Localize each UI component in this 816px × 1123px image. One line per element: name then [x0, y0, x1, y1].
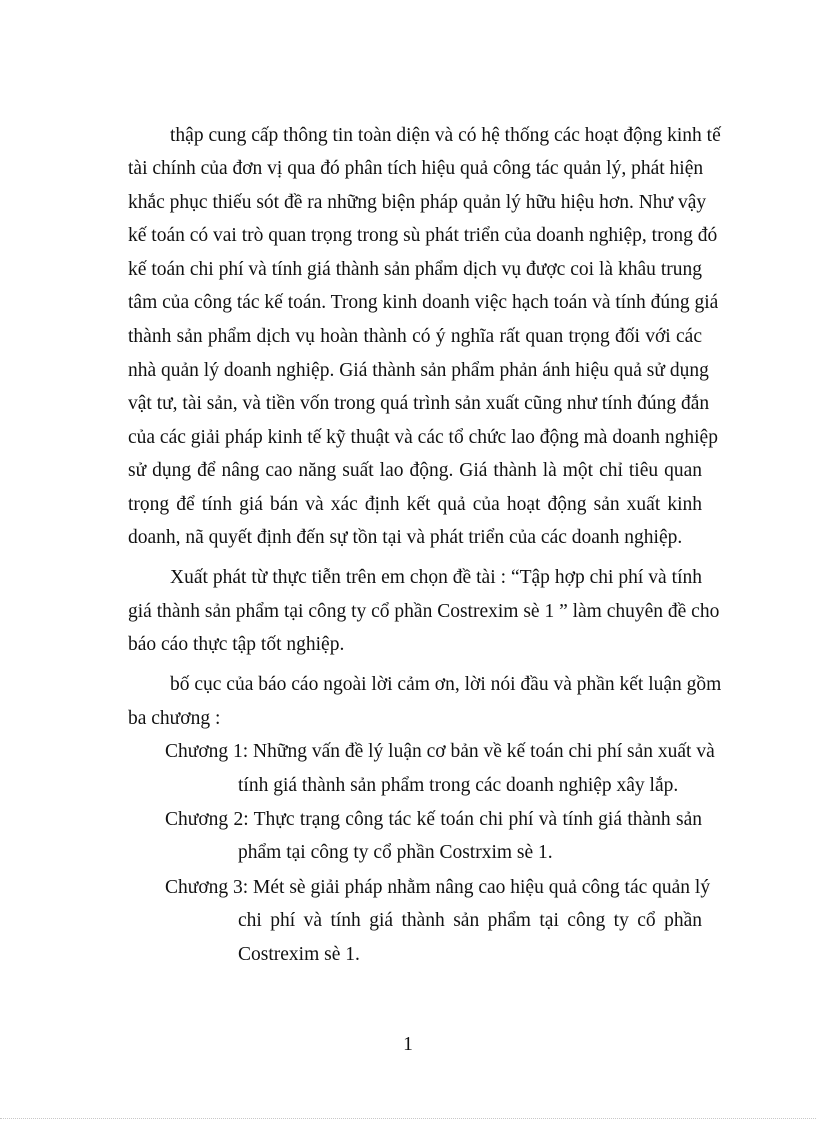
paragraph-2-line-3: báo cáo thực tập tốt nghiệp.: [128, 634, 345, 655]
chapter-3-line-2: chi phí và tính giá thành sản phẩm tại công ty cổ phần: [238, 910, 702, 931]
paragraph-1-line-3: khắc phục thiếu sót đề ra những biện pháp quản lý hữu hiệu hơn. Như vậy: [128, 192, 707, 213]
paragraph-1-line-2: tài chính của đơn vị qua đó phân tích hiệu quả công tác quản lý, phát hiện: [128, 158, 704, 179]
paragraph-1-line-13: doanh, nã quyết định đến sự tồn tại và phát triển của các doanh nghiệp.: [128, 527, 683, 548]
paragraph-2-line-2: giá thành sản phẩm tại công ty cổ phần Costrexim sè 1 ” làm chuyên đề cho: [128, 601, 720, 622]
paragraph-1-line-1: thập cung cấp thông tin toàn diện và có hệ thống các hoạt động kinh tế: [170, 125, 721, 146]
paragraph-1-line-4: kế toán có vai trò quan trọng trong sù phát triển của doanh nghiệp, trong đó: [128, 225, 718, 246]
paragraph-1-line-10: của các giải pháp kinh tế kỹ thuật và các tổ chức lao động mà doanh nghiệp: [128, 427, 718, 448]
chapter-3-line-3: Costrexim sè 1.: [238, 944, 360, 965]
paragraph-1-line-12: trọng để tính giá bán và xác định kết quả của hoạt động sản xuất kinh: [128, 494, 702, 515]
paragraph-3-line-2: ba chương :: [128, 708, 221, 729]
page-bottom-divider: [0, 1118, 816, 1119]
paragraph-1-line-5: kế toán chi phí và tính giá thành sản phẩm dịch vụ được coi là khâu trung: [128, 259, 702, 280]
chapter-2-line-2: phẩm tại công ty cổ phần Costrxim sè 1.: [238, 842, 553, 863]
chapter-3-line-1: Chương 3: Mét sè giải pháp nhằm nâng cao hiệu quả công tác quản lý: [165, 877, 711, 898]
paragraph-2-line-1: Xuất phát từ thực tiễn trên em chọn đề tài : “Tập hợp chi phí và tính: [170, 567, 702, 588]
paragraph-1-line-8: nhà quản lý doanh nghiệp. Giá thành sản phẩm phản ánh hiệu quả sử dụng: [128, 360, 709, 381]
paragraph-1-line-6: tâm của công tác kế toán. Trong kinh doanh việc hạch toán và tính đúng giá: [128, 292, 719, 313]
paragraph-1-line-7: thành sản phẩm dịch vụ hoàn thành có ý nghĩa rất quan trọng đối với các: [128, 326, 702, 347]
paragraph-1-line-9: vật tư, tài sản, và tiền vốn trong quá trình sản xuất cũng như tính đúng đắn: [128, 393, 710, 414]
paragraph-3-line-1: bố cục của báo cáo ngoài lời cảm ơn, lời nói đầu và phần kết luận gồm: [170, 674, 722, 695]
paragraph-1-line-11: sử dụng để nâng cao năng suất lao động. Giá thành là một chỉ tiêu quan: [128, 460, 702, 481]
chapter-1-line-2: tính giá thành sản phẩm trong các doanh nghiệp xây lắp.: [238, 775, 679, 796]
chapter-2-line-1: Chương 2: Thực trạng công tác kế toán chi phí và tính giá thành sản: [165, 809, 702, 830]
chapter-1-line-1: Chương 1: Những vấn đề lý luận cơ bản về kế toán chi phí sản xuất và: [165, 741, 715, 762]
page-number: 1: [403, 1034, 413, 1055]
